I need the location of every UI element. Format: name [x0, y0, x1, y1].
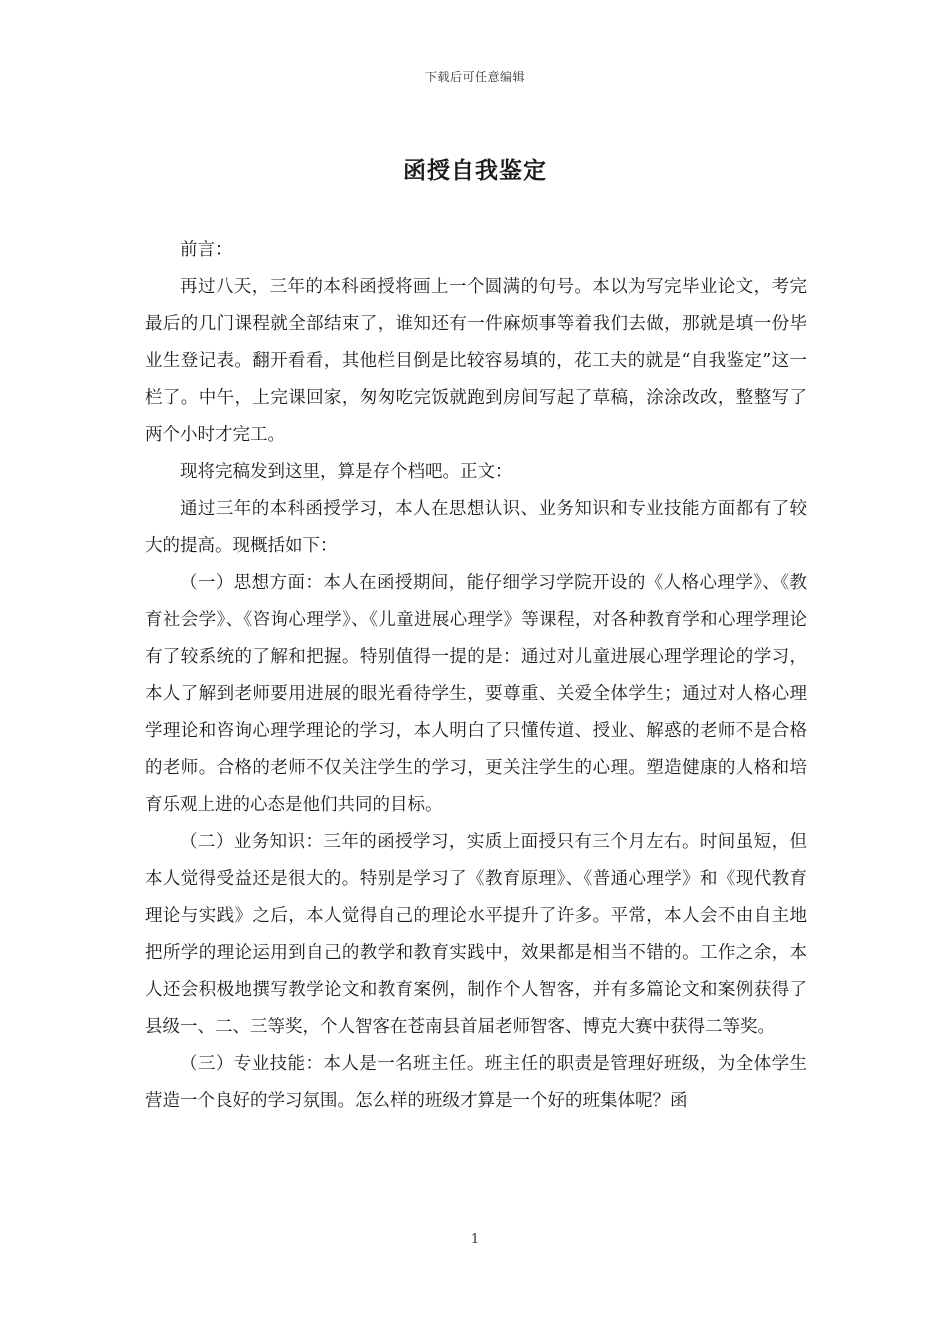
paragraph-preface: 前言：: [180, 240, 233, 260]
paragraph-skills: （三）专业技能：本人是一名班主任。班主任的职责是管理好班级，为全体学生营造一个良好的学习氛围。怎么样的班级才算是一个好的班集体呢？函: [145, 1054, 807, 1111]
document-body: [145, 232, 807, 1120]
paragraph-intro: 再过八天，三年的本科函授将画上一个圆满的句号。本以为写完毕业论文，考完最后的几门课程就全部结束了，谁知还有一件麻烦事等着我们去做，那就是填一份毕业生登记表。翻开看看，其他栏目倒是比较容易填的，花工夫的就是“自我鉴定”这一栏了。中午，上完课回家，匆匆吃完饭就跑到房间写起了草稿，涂涂改改，整整写了两个小时才完工。: [145, 277, 807, 445]
paragraph-thought: （一）思想方面：本人在函授期间，能仔细学习学院开设的《人格心理学》、《教育社会学》、《咨询心理学》、《儿童进展心理学》等课程，对各种教育学和心理学理论有了较系统的了解和把握。特别值得一提的是：通过对儿童进展心理学理论的学习，本人了解到老师要用进展的眼光看待学生，要尊重、关爱全体学生；通过对人格心理学理论和咨询心理学理论的学习，本人明白了只懂传道、授业、解惑的老师不是合格的老师。合格的老师不仅关注学生的学习，更关注学生的心理。塑造健康的人格和培育乐观上进的心态是他们共同的目标。: [145, 573, 807, 815]
document-title: 函授自我鉴定: [403, 157, 547, 184]
paragraph-knowledge: （二）业务知识：三年的函授学习，实质上面授只有三个月左右。时间虽短，但本人觉得受益还是很大的。特别是学习了《教育原理》、《普通心理学》和《现代教育理论与实践》之后，本人觉得自己的理论水平提升了许多。平常，本人会不由自主地把所学的理论运用到自己的教学和教育实践中，效果都是相当不错的。工作之余，本人还会积极地撰写教学论文和教育案例，制作个人智客，并有多篇论文和案例获得了县级一、二、三等奖，个人智客在苍南县首届老师智客、博克大赛中获得二等奖。: [145, 832, 807, 1037]
paragraph-summary: 通过三年的本科函授学习，本人在思想认识、业务知识和专业技能方面都有了较大的提高。现概括如下：: [145, 499, 807, 556]
paragraph-archive-note: 现将完稿发到这里，算是存个档吧。正文：: [180, 462, 513, 482]
page-header-note: 下载后可任意编辑: [424, 70, 525, 84]
page-number: 1: [470, 1232, 480, 1247]
